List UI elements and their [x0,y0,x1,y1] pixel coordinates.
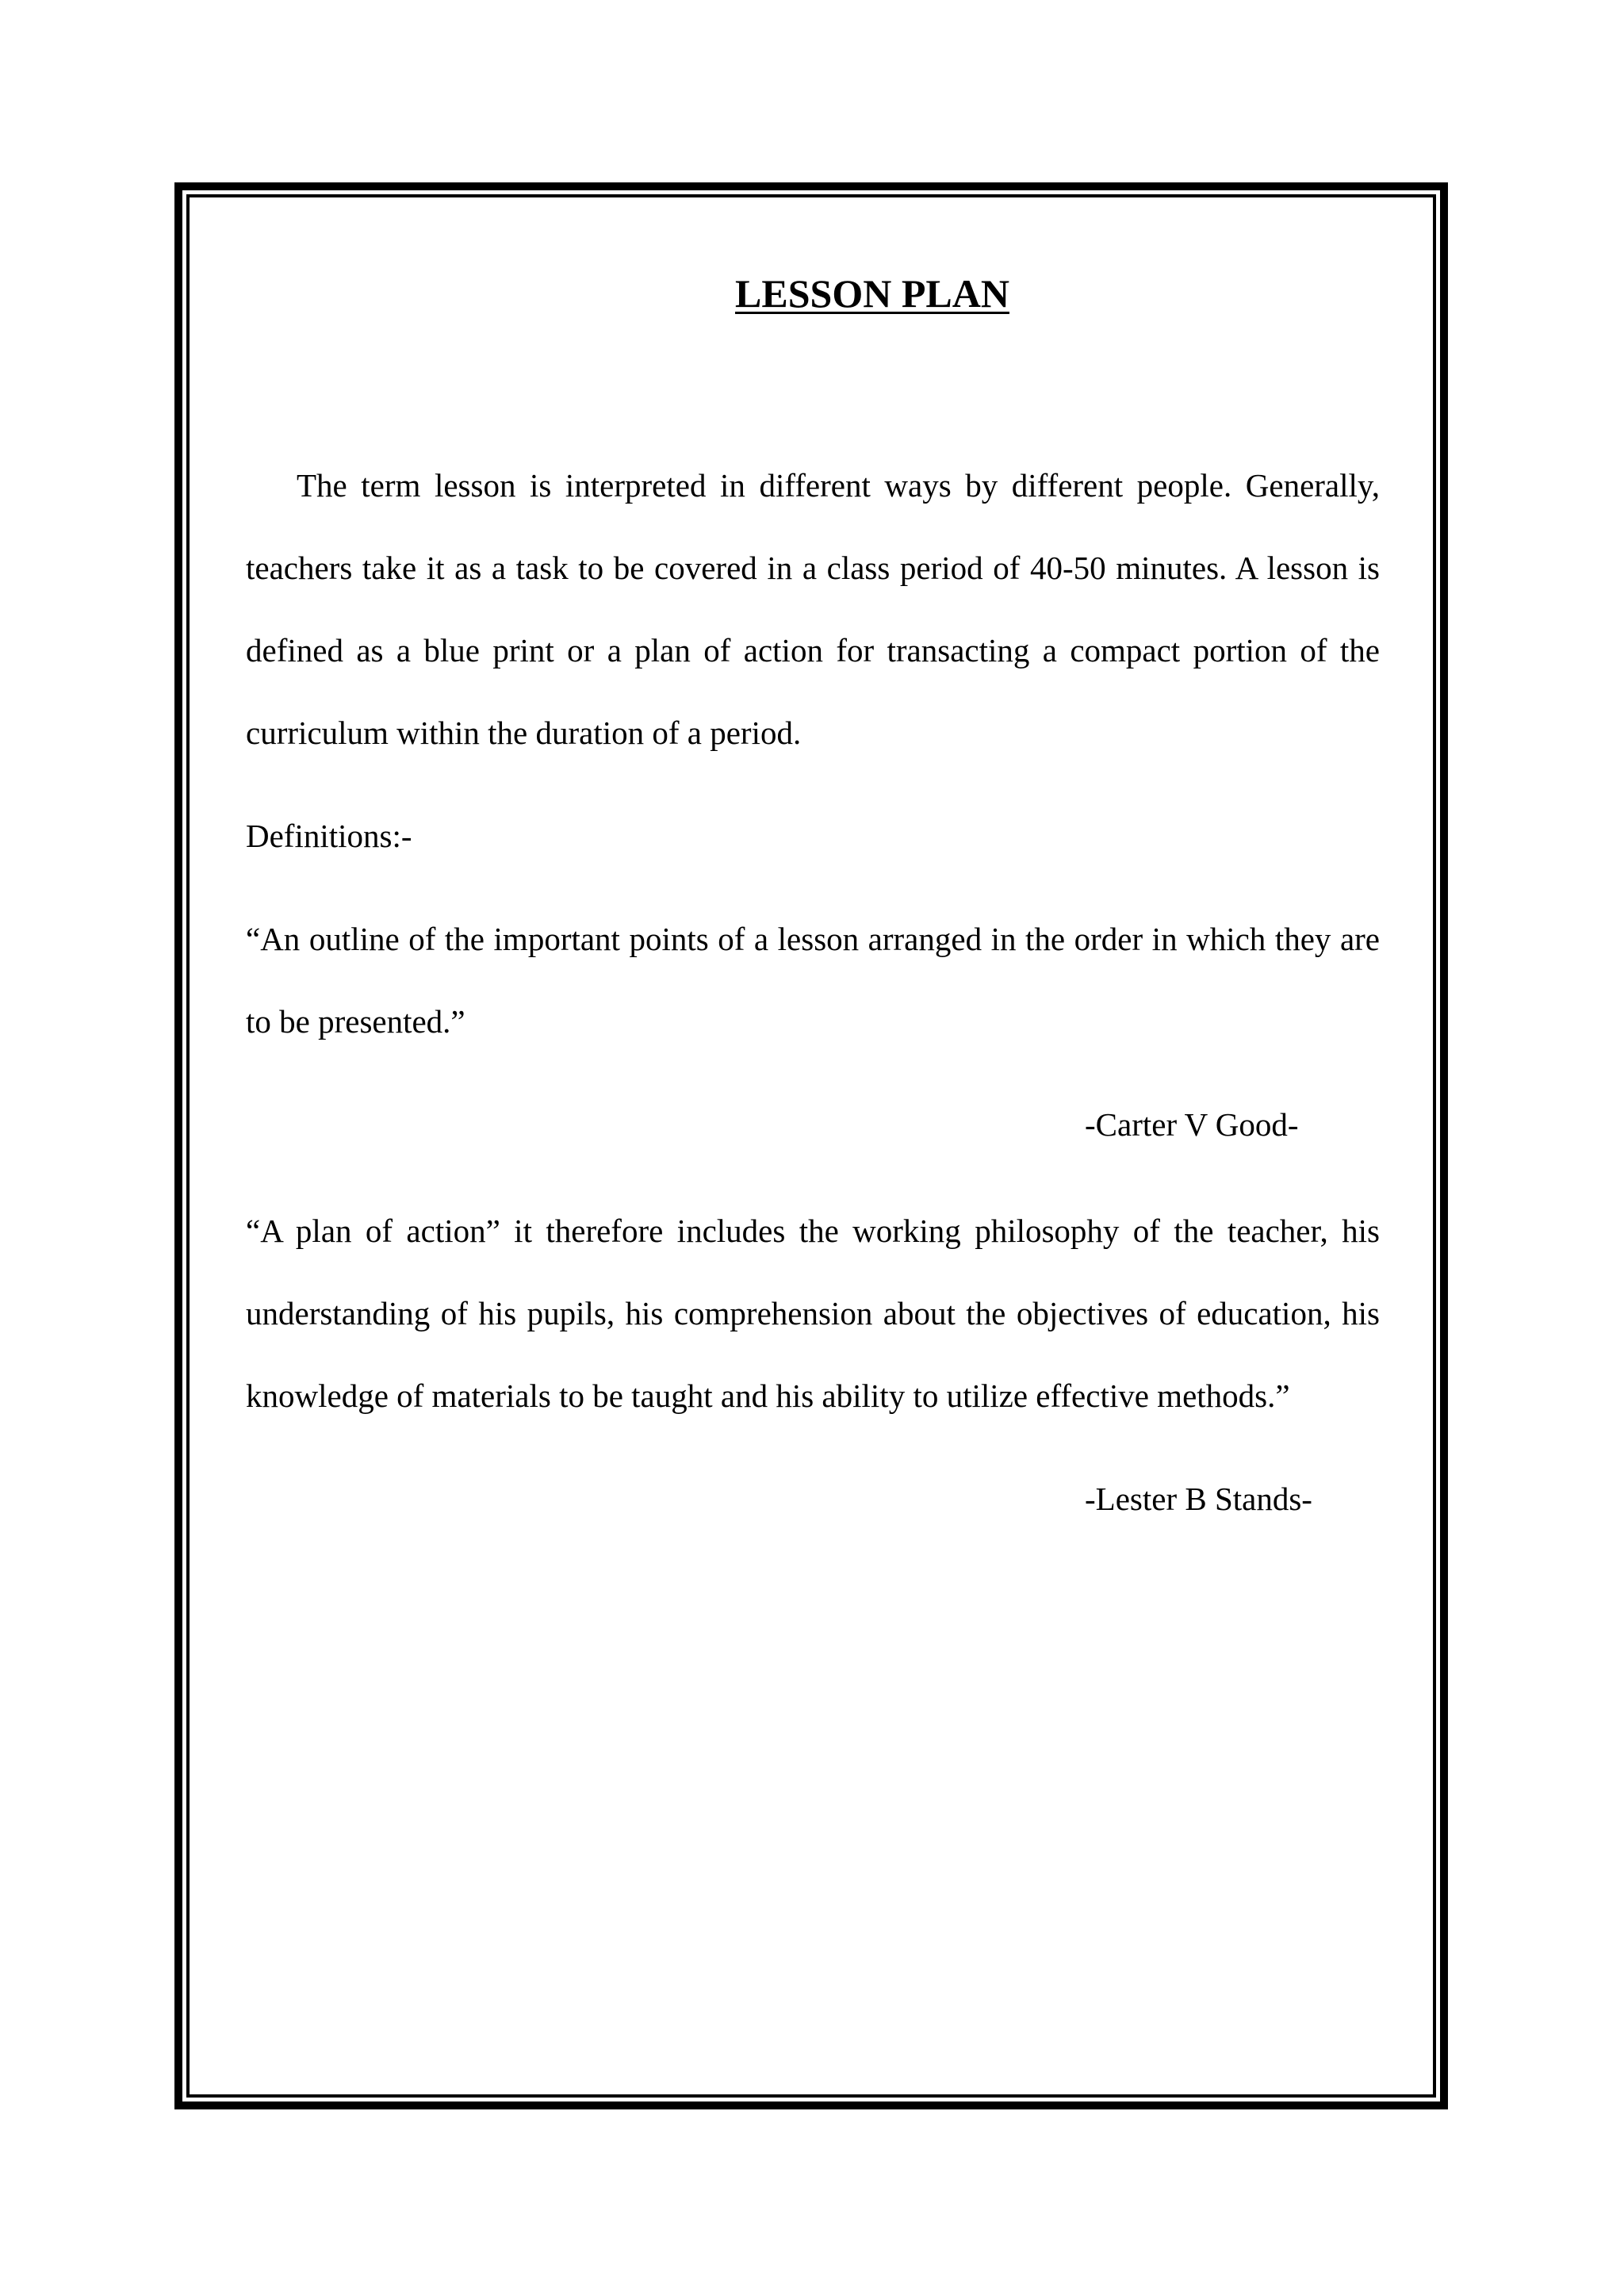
definition-author-2: -Lester B Stands- [1085,1481,1312,1517]
page-title: LESSON PLAN [735,271,1009,316]
definition-quote-1: “An outline of the important points of a lesson arranged in the order in which they are to be presented.” [246,921,1380,1040]
page-content [246,262,1380,1540]
definition-author-1: -Carter V Good- [1085,1106,1299,1143]
definitions-heading: Definitions:- [246,818,412,854]
intro-paragraph: The term lesson is interpreted in different ways by different people. Generally, teachers take it as a task to be covered in a class period of 40-50 minutes. A lesson is defined as a blue print or a plan of action for transacting a compact portion of the curriculum within the duration of a period. [246,467,1380,751]
definition-quote-2: “A plan of action” it therefore includes the working philosophy of the teacher, his understanding of his pupils, his comprehension about the objectives of education, his knowledge of materials to be taught and his ability to utilize effective methods.” [246,1213,1380,1414]
